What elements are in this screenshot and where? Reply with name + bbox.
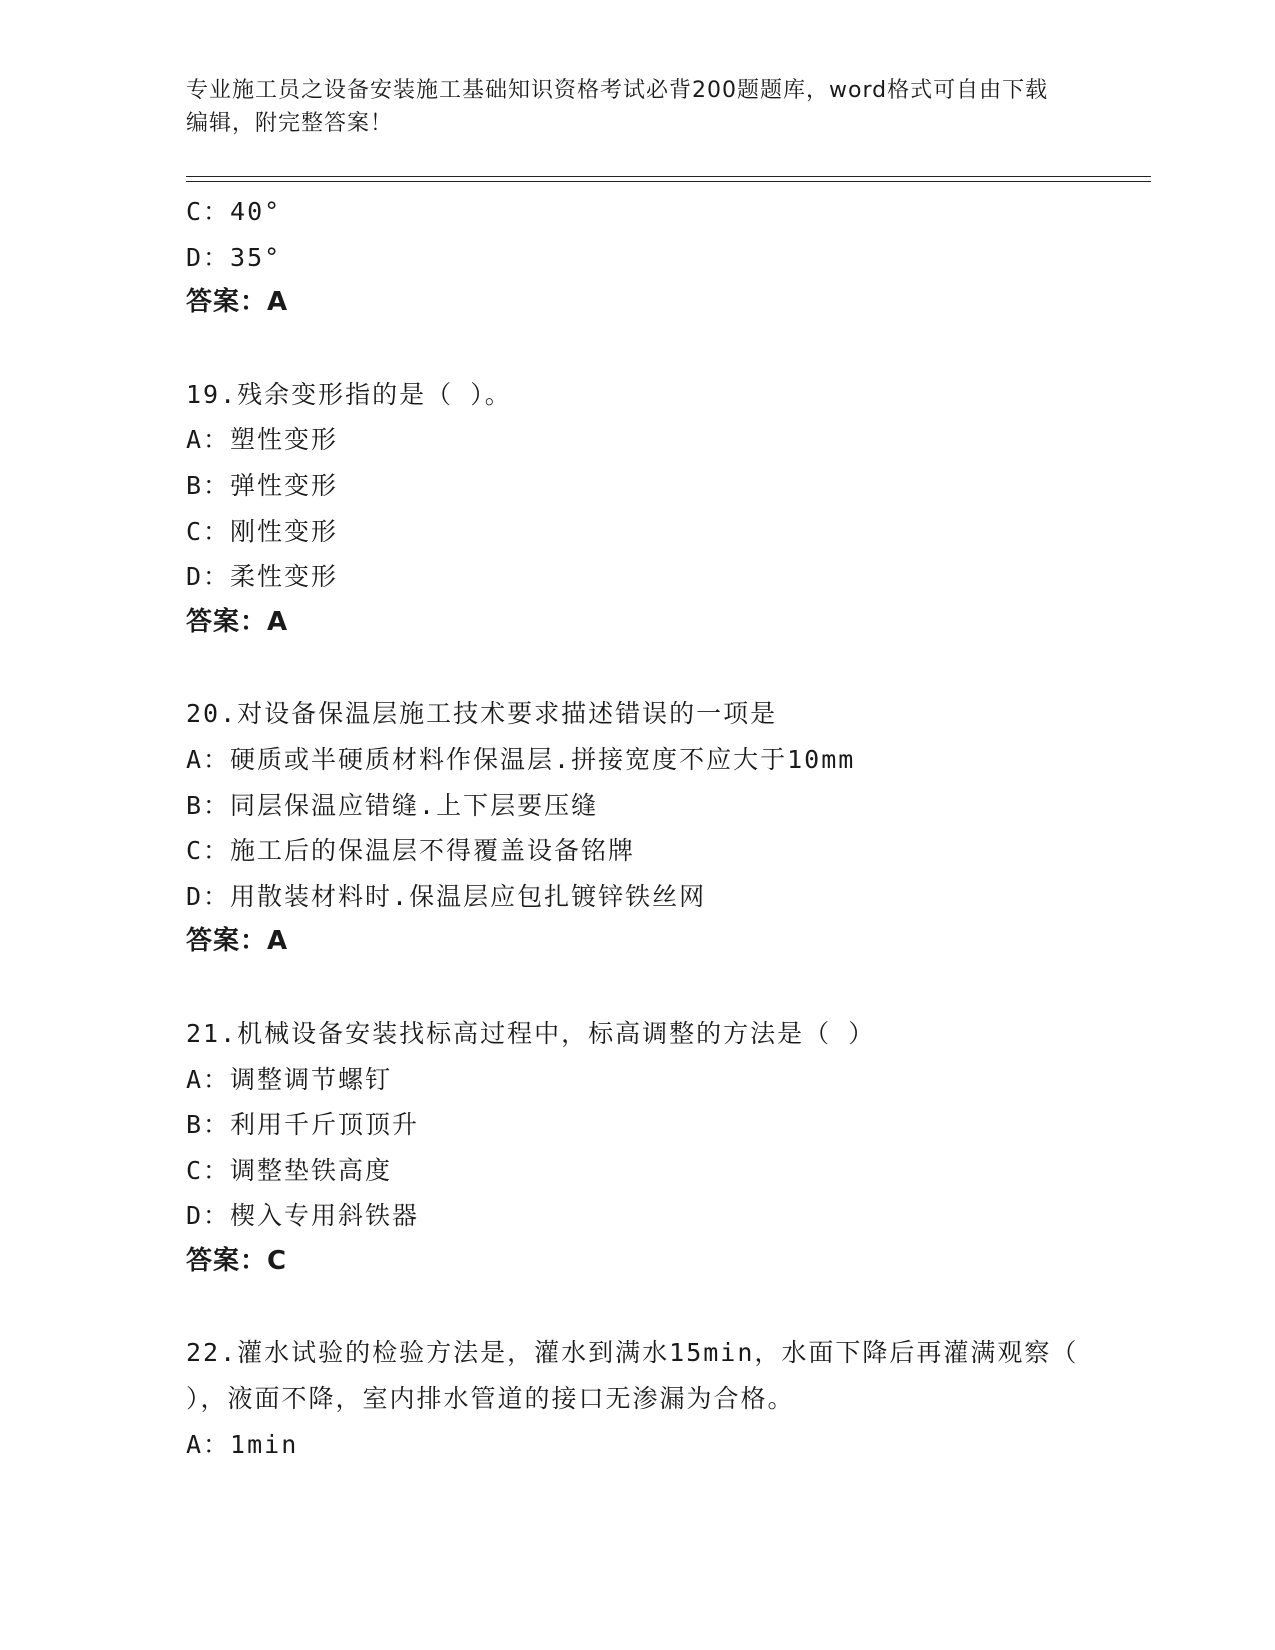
question-stem: 20.对设备保温层施工技术要求描述错误的一项是 <box>186 699 778 729</box>
option-d: D：35° <box>186 242 282 272</box>
option-c: C：调整垫铁高度 <box>186 1155 393 1185</box>
question-20 <box>186 691 1126 965</box>
answer-line: 答案：A <box>186 606 289 637</box>
answer-line: 答案：A <box>186 287 289 318</box>
option-c: C：施工后的保温层不得覆盖设备铭牌 <box>186 836 636 866</box>
option-d: D：柔性变形 <box>186 562 339 592</box>
option-a: A：1min <box>186 1429 299 1459</box>
option-d: D：楔入专用斜铁器 <box>186 1201 420 1231</box>
question-18-remainder <box>186 189 1126 326</box>
option-b: B：弹性变形 <box>186 470 339 500</box>
option-c: C：40° <box>186 197 282 226</box>
option-d: D：用散装材料时.保温层应包扎镀锌铁丝网 <box>186 881 707 911</box>
header-rule-bottom <box>186 181 1151 182</box>
question-stem: 19.残余变形指的是（ ）。 <box>186 379 512 409</box>
question-21 <box>186 1011 1126 1285</box>
option-a: A：硬质或半硬质材料作保温层.拼接宽度不应大于10mm <box>186 744 856 774</box>
question-list <box>186 189 1126 1467</box>
answer-line: 答案：A <box>186 926 289 957</box>
option-a: A：塑性变形 <box>186 425 339 455</box>
question-19 <box>186 372 1126 646</box>
option-c: C：刚性变形 <box>186 516 339 546</box>
header-rule-top <box>186 176 1151 177</box>
option-b: B：同层保温应错缝.上下层要压缝 <box>186 790 599 820</box>
document-header: 专业施工员之设备安装施工基础知识资格考试必背200题题库，word格式可自由下载编辑，附完整答案！ <box>186 78 1049 136</box>
option-a: A：调整调节螺钉 <box>186 1064 393 1094</box>
option-b: B：利用千斤顶顶升 <box>186 1110 420 1140</box>
question-stem: 21.机械设备安装找标高过程中，标高调整的方法是（ ） <box>186 1018 876 1048</box>
answer-line: 答案：C <box>186 1245 288 1276</box>
question-stem: 22.灌水试验的检验方法是，灌水到满水15min，水面下降后再灌满观察（ ），液面不降，室内排水管道的接口无渗漏为合格。 <box>186 1338 1079 1414</box>
question-22 <box>186 1330 1126 1467</box>
